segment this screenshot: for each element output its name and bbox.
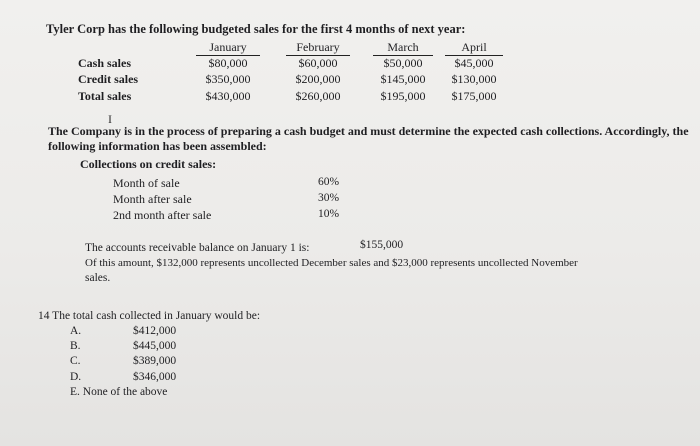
ar-line3: sales. — [85, 272, 111, 284]
cell-total-mar: $195,000 — [380, 89, 426, 103]
cell-credit-jan: $350,000 — [205, 72, 251, 86]
ar-line2: Of this amount, $132,000 represents uncollected December sales and $23,000 represents uncollected November — [85, 257, 578, 269]
header-january: January — [196, 40, 260, 56]
option-letter-a: A. — [70, 325, 82, 337]
option-value-d: $346,000 — [133, 371, 177, 383]
option-e: E. None of the above — [70, 386, 168, 398]
cell-total-feb: $260,000 — [295, 89, 341, 103]
header-march: March — [373, 40, 433, 56]
option-value-c: $389,000 — [133, 355, 177, 367]
cell-cash-feb: $60,000 — [298, 56, 338, 70]
cell-cash-jan: $80,000 — [208, 56, 248, 70]
process-text-line2: following information has been assembled: — [48, 139, 267, 153]
option-value-b: $445,000 — [133, 340, 177, 352]
option-value-a: $412,000 — [133, 325, 177, 337]
option-letter-b: B. — [70, 340, 81, 352]
intro-text: Tyler Corp has the following budgeted sales for the first 4 months of next year: — [46, 22, 466, 36]
option-letter-c: C. — [70, 355, 81, 367]
cell-cash-apr: $45,000 — [454, 56, 494, 70]
cell-cash-mar: $50,000 — [383, 56, 423, 70]
option-letter-d: D. — [70, 371, 82, 383]
process-text-line1: The Company is in the process of preparing a cash budget and must determine the expected cash collections. Accordingly, the — [48, 124, 689, 138]
ar-line1: The accounts receivable balance on January 1 is: — [85, 242, 310, 254]
collection-value-month-after: 30% — [318, 192, 340, 204]
header-april: April — [445, 40, 503, 56]
collections-heading: Collections on credit sales: — [80, 157, 217, 171]
collection-label-month-of-sale: Month of sale — [113, 176, 180, 190]
collection-value-month-of-sale: 60% — [318, 176, 340, 188]
collection-label-month-after: Month after sale — [113, 192, 192, 206]
cell-total-apr: $175,000 — [451, 89, 497, 103]
text-cursor-icon: I — [108, 112, 112, 126]
cell-total-jan: $430,000 — [205, 89, 251, 103]
row-label-cash-sales: Cash sales — [78, 56, 132, 70]
cell-credit-mar: $145,000 — [380, 72, 426, 86]
row-label-credit-sales: Credit sales — [78, 72, 139, 86]
row-label-total-sales: Total sales — [78, 89, 132, 103]
collection-label-2nd-month: 2nd month after sale — [113, 208, 212, 222]
header-february: February — [286, 40, 350, 56]
cell-credit-apr: $130,000 — [451, 72, 497, 86]
ar-amount: $155,000 — [360, 239, 404, 251]
cell-credit-feb: $200,000 — [295, 72, 341, 86]
question-text: 14 The total cash collected in January would be: — [38, 310, 261, 322]
collection-value-2nd-month: 10% — [318, 208, 340, 220]
